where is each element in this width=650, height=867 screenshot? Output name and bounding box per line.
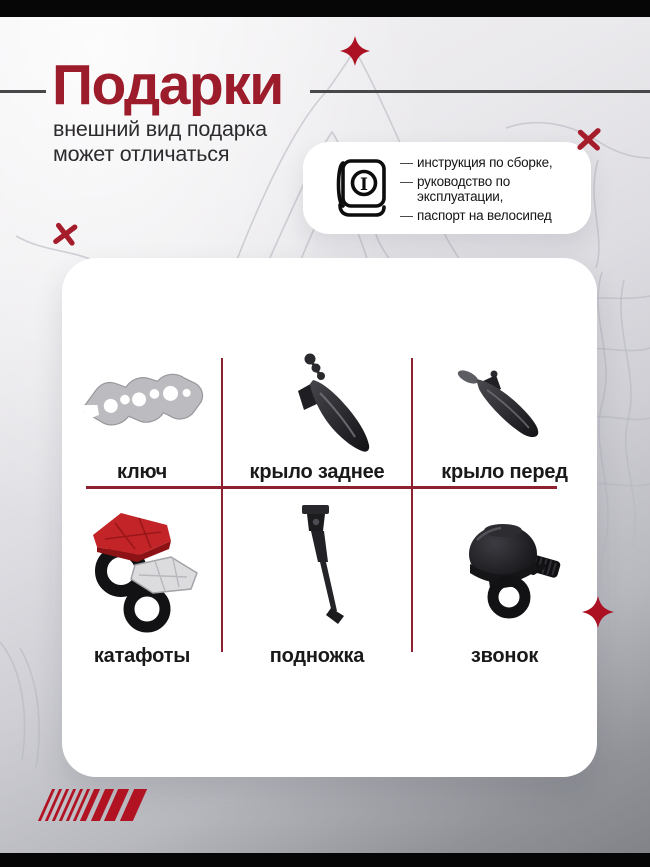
gift-label: крыло заднее [249,461,385,483]
documents-info-box [303,142,591,234]
bell-image [449,514,561,620]
title-rule-left [0,90,46,93]
gift-image-wrapper [222,346,412,460]
grid-divider-horizontal [86,486,557,489]
gift-image-wrapper [412,346,597,460]
book-info-icon [328,157,390,221]
title-rule-right [310,90,650,93]
kickstand-image [278,502,356,632]
gift-label: подножка [269,645,365,667]
svg-text:I: I [360,175,368,195]
gift-cell-reflectors [62,490,222,670]
gift-label: катафоты [93,645,191,667]
x-mark-icon [573,123,606,156]
dash-bullet: — [400,207,413,223]
rear-fender-image [258,349,376,457]
sparkle-icon [340,36,370,66]
list-item-text: паспорт на велосипед [417,207,552,223]
front-fender-image [451,362,559,444]
list-item-text: инструкция по сборке, [417,155,553,170]
gift-cell-wrench [62,346,222,486]
multi-tool-wrench-image [75,367,210,439]
list-item [400,174,582,205]
gift-cell-rear-fender [222,346,412,486]
gift-image-wrapper [62,346,222,460]
gift-label: звонок [470,645,539,667]
list-item [400,155,582,171]
gift-cell-bell [412,490,597,670]
list-item-text: руководство по эксплуатации, [417,173,511,204]
gift-cell-front-fender [412,346,597,486]
reflectors-image [81,501,203,633]
top-black-bar [0,0,650,17]
documents-list [400,155,582,223]
gift-label: ключ [116,461,168,483]
sparkle-icon [582,596,614,628]
gift-image-wrapper [222,490,412,644]
gift-image-wrapper [62,490,222,644]
gift-image-wrapper [412,490,597,644]
gifts-card [62,258,597,777]
dash-bullet: — [400,173,413,189]
hatch-marks [45,789,140,821]
dash-bullet: — [400,155,413,170]
bottom-black-bar [0,853,650,867]
list-item [400,208,582,224]
gift-cell-kickstand [222,490,412,670]
gift-label: крыло перед [441,461,568,483]
page-title: Подарки [52,53,283,117]
page-subtitle: внешний вид подарка может отличаться [53,117,267,166]
